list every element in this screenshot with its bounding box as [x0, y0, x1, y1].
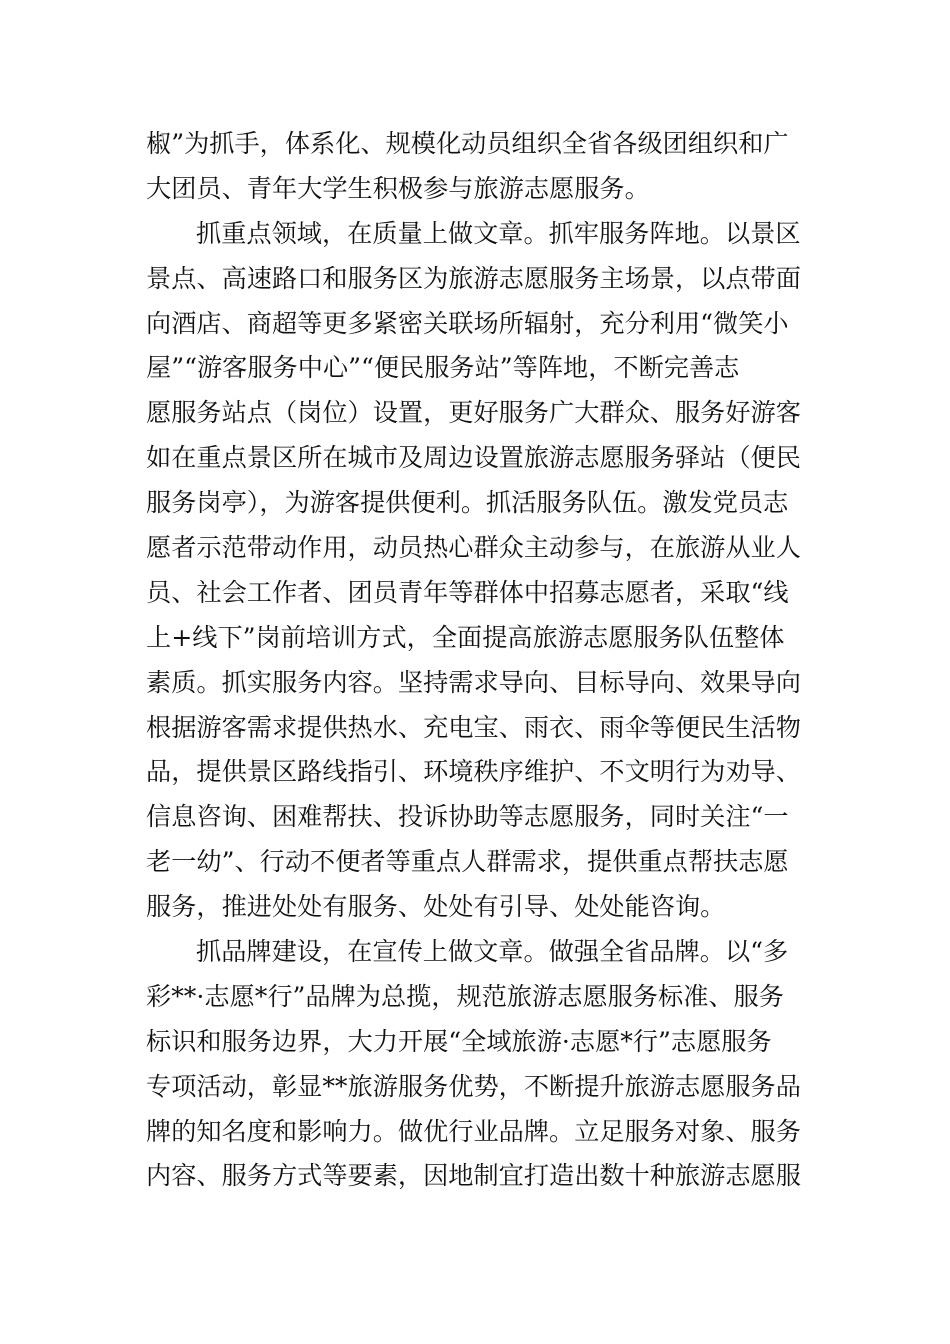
- text-line: 员、社会工作者、团员青年等群体中招募志愿者，采取“线: [146, 577, 789, 607]
- text-line: 上+线下”岗前培训方式，全面提高旅游志愿服务队伍整体: [146, 622, 785, 652]
- text-line: 景点、高速路口和服务区为旅游志愿服务主场景，以点带面: [146, 263, 801, 293]
- paragraph: [146, 930, 810, 1199]
- text-line: 彩**·志愿*行”品牌为总揽，规范旅游志愿服务标准、服务: [146, 981, 784, 1011]
- text-line: 椒”为抓手，体系化、规模化动员组织全省各级团组织和广: [146, 129, 789, 158]
- text-line: 品，提供景区路线指引、环境秩序维护、不文明行为劝导、: [146, 757, 801, 787]
- text-line: 内容、服务方式等要素，因地制宜打造出数十种旅游志愿服: [146, 1161, 801, 1191]
- text-line: 大团员、青年大学生积极参与旅游志愿服务。: [146, 173, 650, 203]
- paragraph: [146, 212, 810, 930]
- text-line: 根据游客需求提供热水、充电宝、雨衣、雨伞等便民生活物: [146, 712, 801, 742]
- document-body: [146, 122, 810, 1199]
- text-line: 服务岗亭），为游客提供便利。抓活服务队伍。激发党员志: [146, 488, 789, 518]
- text-line: 牌的知名度和影响力。做优行业品牌。立足服务对象、服务: [146, 1116, 801, 1146]
- text-line: 屋”“游客服务中心”“便民服务站”等阵地，不断完善志: [146, 353, 740, 383]
- text-line: 老一幼”、行动不便者等重点人群需求，提供重点帮扶志愿: [146, 847, 789, 877]
- text-line: 服务，推进处处有服务、处处有引导、处处能咨询。: [146, 892, 726, 922]
- text-line: 标识和服务边界，大力开展“全域旅游·志愿*行”志愿服务: [146, 1026, 772, 1056]
- text-line: 抓重点领域，在质量上做文章。抓牢服务阵地。以景区: [196, 218, 801, 248]
- paragraph: [146, 122, 810, 212]
- text-line: 愿服务站点（岗位）设置，更好服务广大群众、服务好游客: [146, 398, 801, 428]
- text-line: 如在重点景区所在城市及周边设置旅游志愿服务驿站（便民: [146, 443, 801, 473]
- text-line: 抓品牌建设，在宣传上做文章。做强全省品牌。以“多: [196, 937, 789, 967]
- text-line: 素质。抓实服务内容。坚持需求导向、目标导向、效果导向: [146, 667, 801, 697]
- text-line: 专项活动，彰显**旅游服务优势，不断提升旅游志愿服务品: [146, 1071, 801, 1101]
- text-line: 向酒店、商超等更多紧密关联场所辐射，充分利用“微笑小: [146, 308, 789, 338]
- text-line: 愿者示范带动作用，动员热心群众主动参与，在旅游从业人: [146, 533, 801, 563]
- text-line: 信息咨询、困难帮扶、投诉协助等志愿服务，同时关注“一: [146, 802, 789, 832]
